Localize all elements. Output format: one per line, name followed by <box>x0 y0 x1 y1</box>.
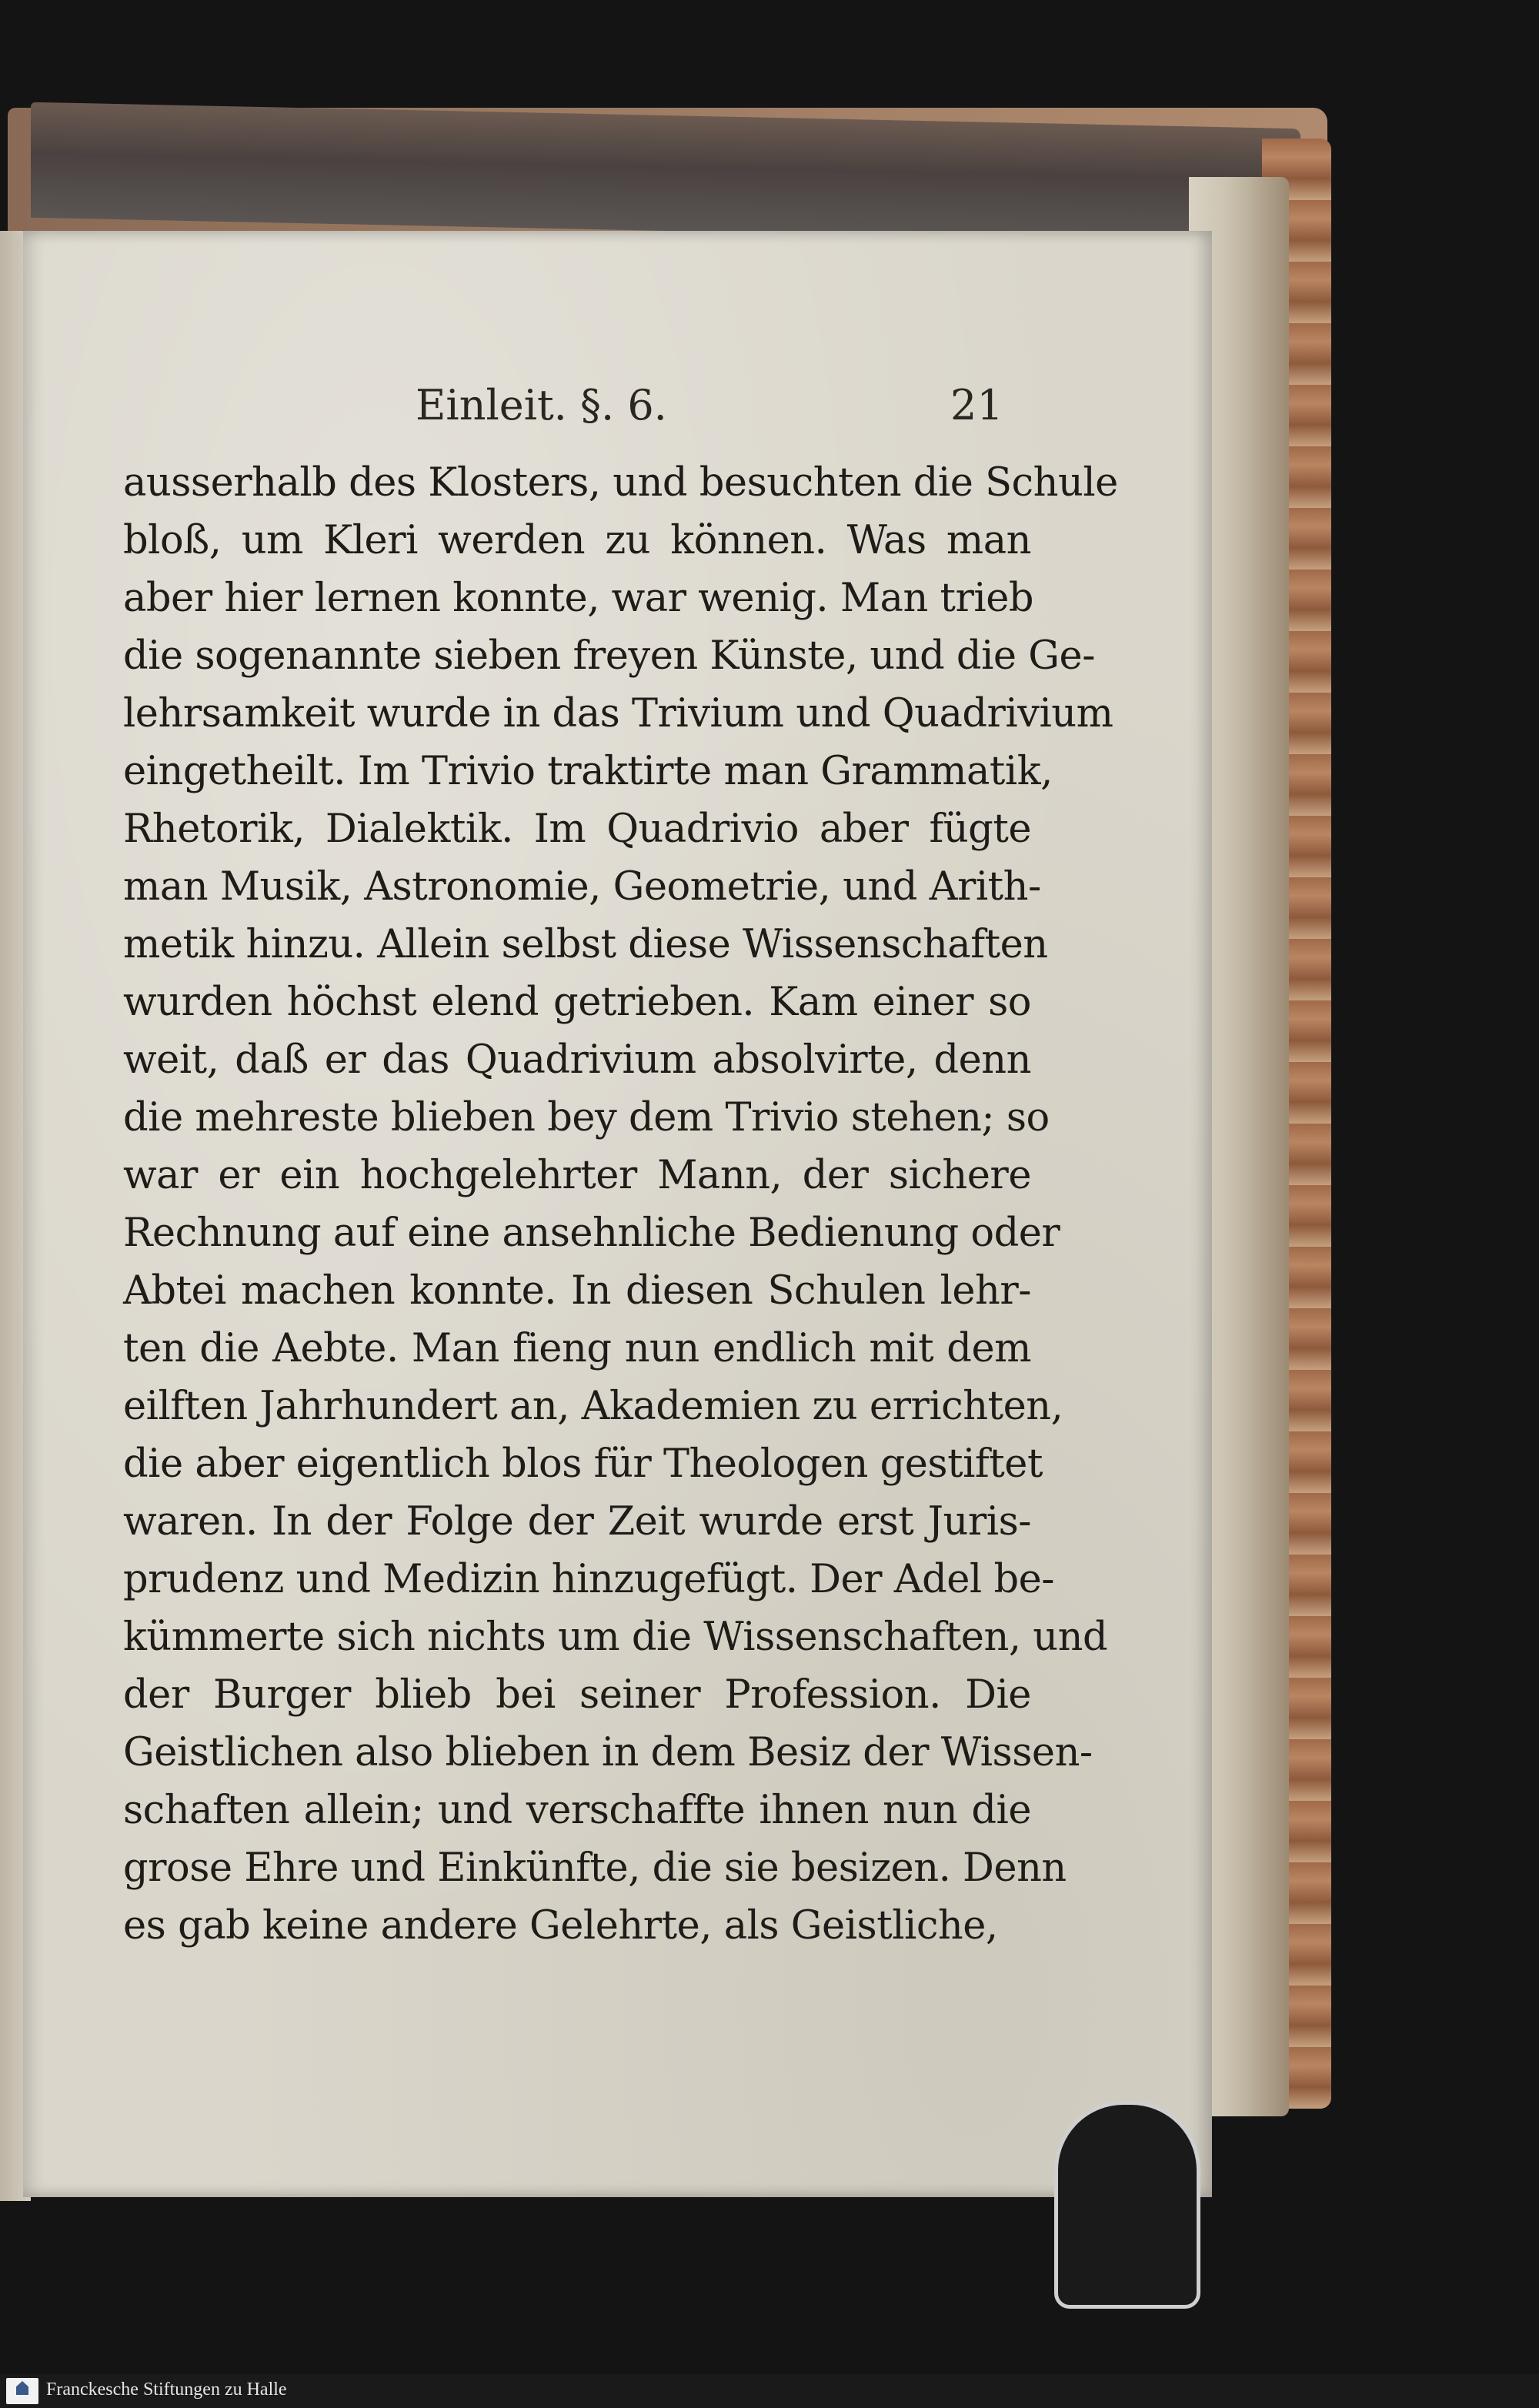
text-line: schaften allein; und verschaffte ihnen nun die <box>123 1788 1031 1833</box>
text-line: Rhetorik, Dialektik. Im Quadrivio aber fügte <box>123 807 1031 852</box>
text-line: Rechnung auf eine ansehnliche Bedienung oder <box>123 1211 1060 1256</box>
text-line: ten die Aebte. Man fieng nun endlich mit dem <box>123 1326 1031 1371</box>
text-line: aber hier lernen konnte, war wenig. Man trieb <box>123 576 1034 621</box>
text-line: eingetheilt. Im Trivio traktirte man Grammatik, <box>123 749 1053 794</box>
page-header <box>400 381 1016 443</box>
text-line: bloß, um Kleri werden zu können. Was man <box>123 518 1031 563</box>
text-line: die mehreste blieben bey dem Trivio stehen; so <box>123 1095 1050 1141</box>
text-line: kümmerte sich nichts um die Wissenschaften, und <box>123 1615 1108 1660</box>
thumb-holding-page <box>1054 2101 1200 2309</box>
text-line: prudenz und Medizin hinzugefügt. Der Adel be- <box>123 1557 1055 1602</box>
body-text <box>123 454 1118 1955</box>
text-line: grose Ehre und Einkünfte, die sie besizen. Denn <box>123 1845 1067 1891</box>
text-line: ausserhalb des Klosters, und besuchten die Schule <box>123 460 1118 506</box>
text-line: lehrsamkeit wurde in das Trivium und Quadrivium <box>123 691 1113 736</box>
page-number: 21 <box>950 381 1003 429</box>
text-line: die sogenannte sieben freyen Künste, und die Ge- <box>123 633 1095 679</box>
footer-bar <box>0 2374 1539 2408</box>
text-line: eilften Jahrhundert an, Akademien zu errichten, <box>123 1384 1063 1429</box>
institution-logo-icon <box>6 2378 38 2404</box>
text-line: wurden höchst elend getrieben. Kam einer so <box>123 980 1031 1025</box>
footer-institution: Franckesche Stiftungen zu Halle <box>46 2380 287 2400</box>
text-line: Geistlichen also blieben in dem Besiz der Wissen- <box>123 1730 1093 1775</box>
text-line: es gab keine andere Gelehrte, als Geistliche, <box>123 1903 998 1949</box>
text-line: metik hinzu. Allein selbst diese Wissenschaften <box>123 922 1048 967</box>
text-line: weit, daß er das Quadrivium absolvirte, denn <box>123 1037 1031 1083</box>
text-line: war er ein hochgelehrter Mann, der sichere <box>123 1153 1031 1198</box>
running-title: Einleit. §. 6. <box>416 381 667 429</box>
text-line: Abtei machen konnte. In diesen Schulen lehr- <box>123 1268 1031 1314</box>
text-line: waren. In der Folge der Zeit wurde erst Juris- <box>123 1499 1031 1545</box>
text-line: man Musik, Astronomie, Geometrie, und Arith- <box>123 864 1041 910</box>
text-line: die aber eigentlich blos für Theologen gestiftet <box>123 1441 1043 1487</box>
text-line: der Burger blieb bei seiner Profession. Die <box>123 1672 1031 1718</box>
